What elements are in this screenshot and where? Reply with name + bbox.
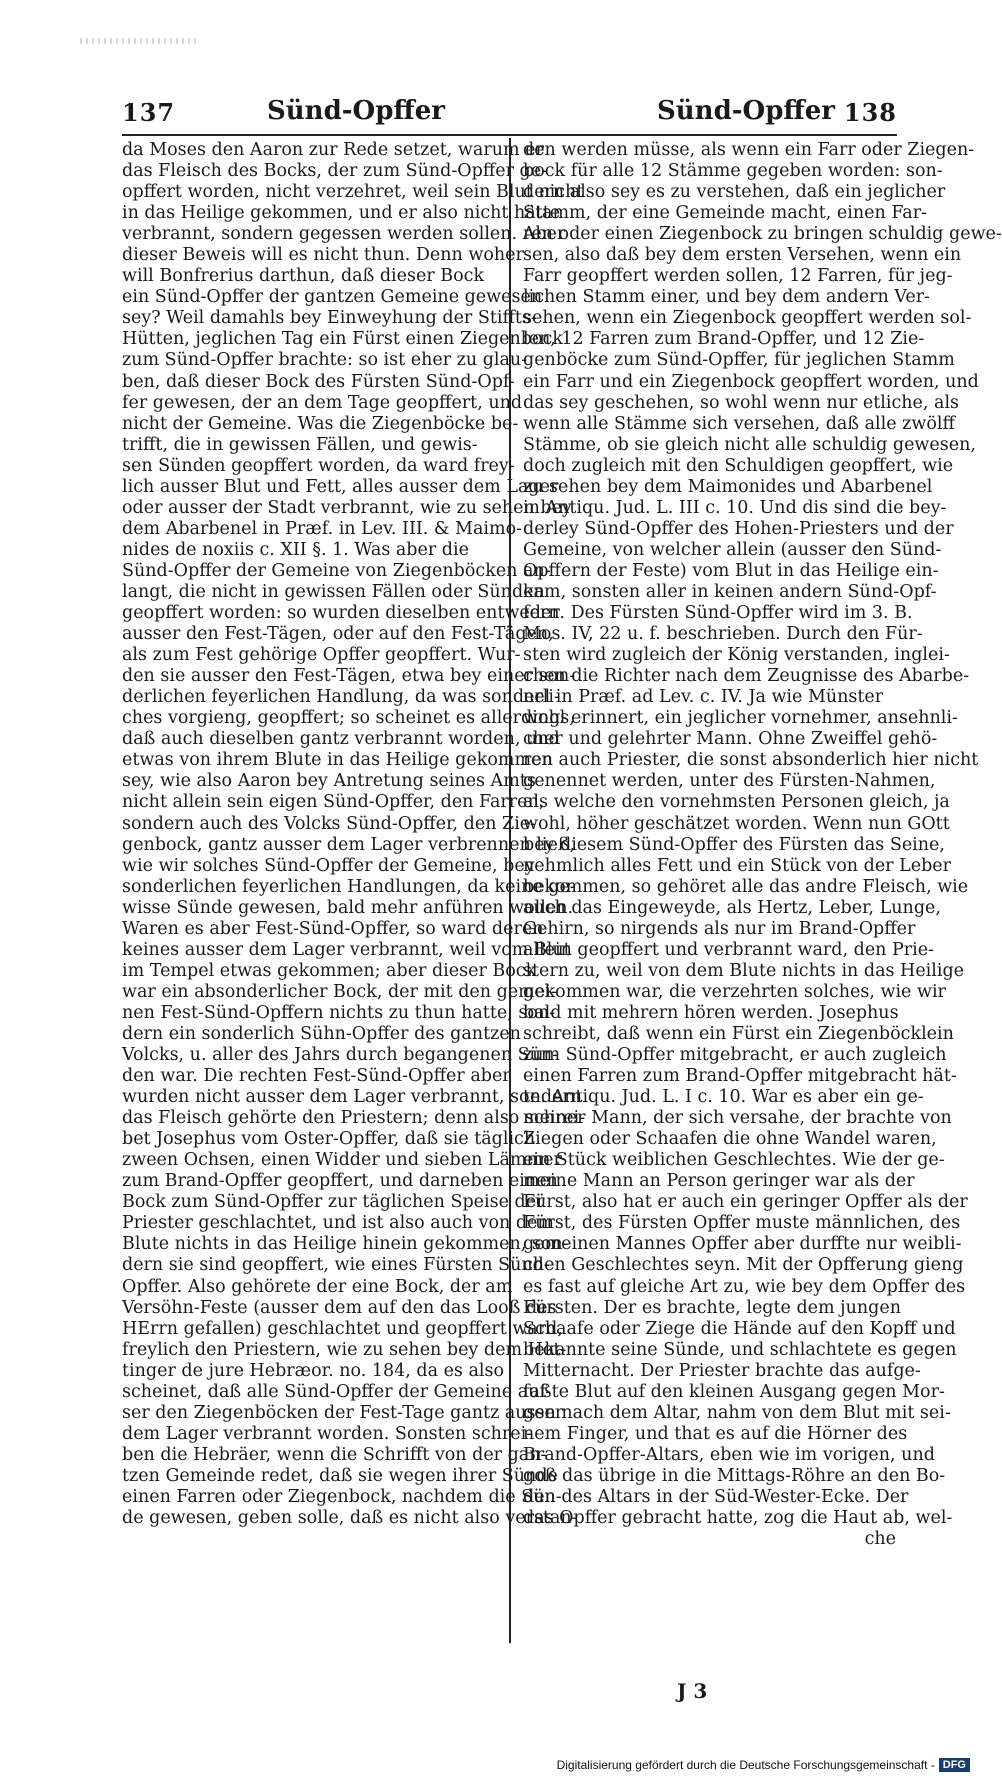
text-line: den sie ausser den Fest-Tägen, etwa bey einer son- — [122, 666, 576, 687]
text-line: zum Brand-Opffer geopffert, und darneben einen — [122, 1171, 558, 1192]
text-line: Opffern der Feste) vom Blut in das Heilige ein- — [523, 560, 939, 581]
text-line: wohl erinnert, ein jeglicher vornehmer, ansehnli- — [523, 708, 958, 729]
text-line: zween Ochsen, einen Widder und sieben Lämmer — [122, 1150, 562, 1171]
text-line: einen Farren oder Ziegenbock, nachdem die Sün- — [122, 1487, 562, 1507]
text-line: gekommen war, die verzehrten solches, wie wir — [523, 981, 946, 1002]
text-line: Schaafe oder Ziege die Hände auf den Kopff und — [523, 1318, 956, 1339]
column-divider — [509, 138, 511, 1643]
text-line: Mos. IV, 22 u. f. beschrieben. Durch den Für- — [523, 624, 923, 645]
text-line: in Antiqu. Jud. L. III c. 10. Und dis sind die bey- — [523, 497, 947, 518]
text-line: Sünd-Opffer der Gemeine von Ziegenböcken an- — [122, 560, 551, 581]
text-line: bald mit mehrern hören werden. Josephus — [523, 1002, 899, 1023]
text-line: nides de noxiis c. XII §. 1. Was aber die — [122, 539, 469, 560]
text-line: kam, sonsten aller in keinen andern Sünd-Opf- — [523, 581, 937, 602]
text-line: das sey geschehen, so wohl wenn nur etliche, als — [523, 392, 960, 413]
dfg-logo: DFG — [939, 1758, 970, 1772]
text-line: geopffert worden: so wurden dieselben entweder — [122, 603, 560, 624]
left-page-number: 137 — [122, 98, 176, 127]
text-line: Waren es aber Fest-Sünd-Opffer, so ward deren — [122, 918, 544, 939]
text-line: auch das Eingeweyde, als Hertz, Leber, Lunge, — [523, 897, 941, 918]
text-line: als zum Fest gehörige Opffer geopffert. Wur- — [122, 645, 521, 666]
text-line: genbock, gantz ausser dem Lager verbrennen ließ, — [122, 834, 576, 855]
text-line: im Tempel etwas gekommen; aber dieser Bock — [122, 960, 537, 981]
text-line: ein Stück weiblichen Geschlechtes. Wie der ge- — [523, 1150, 945, 1171]
text-line: Blute nichts in das Heilige hinein gekommen, son- — [122, 1234, 569, 1255]
text-line: Stämme, ob sie gleich nicht alle schuldig gewesen, — [523, 434, 976, 455]
text-line: Gemeine, von welcher allein (ausser den Sünd- — [523, 539, 942, 560]
text-line: Fürst, des Fürsten Opffer muste männlichen, des — [523, 1213, 961, 1234]
text-line: cher und gelehrter Mann. Ohne Zweiffel gehö- — [523, 729, 938, 750]
text-line: opffert worden, nicht verzehret, weil sein Blut nicht — [122, 182, 584, 203]
text-line: nicht allein sein eigen Sünd-Opffer, den Farren, — [122, 792, 545, 813]
text-line: tinger de jure Hebræor. no. 184, da es also — [122, 1360, 505, 1381]
text-line: len, 12 Farren zum Brand-Opffer, und 12 Zie- — [523, 329, 925, 350]
text-line: sey? Weil damahls bey Einweyhung der Stiffts- — [122, 308, 537, 329]
text-line: sen, also daß bey dem ersten Versehen, wenn ein — [523, 245, 962, 266]
text-line: keines ausser dem Lager verbrannt, weil vom Blut — [122, 939, 571, 960]
text-line: den werden müsse, als wenn ein Farr oder Ziegen- — [523, 140, 975, 160]
text-line: dem Lager verbrannt worden. Sonsten schrei- — [122, 1423, 533, 1444]
text-line: wenn alle Stämme sich versehen, daß alle zwölff — [523, 413, 955, 434]
text-line: es fast auf gleiche Art zu, wie bey dem Opffer des — [523, 1276, 966, 1297]
text-line: gen nach dem Altar, nahm von dem Blut mit sei- — [523, 1402, 951, 1423]
text-line: Fürst, also hat er auch ein geringer Opffer als der — [523, 1192, 968, 1213]
text-line: den des Altars in der Süd-Wester-Ecke. Der — [523, 1487, 909, 1507]
text-line: etwas von ihrem Blute in das Heilige gekommen — [122, 750, 553, 771]
header-rule — [122, 134, 897, 136]
text-line: sondern auch des Volcks Sünd-Opffer, den Zie- — [122, 813, 537, 834]
right-running-title: Sünd-Opffer — [657, 96, 835, 126]
running-header — [122, 84, 897, 134]
text-line: wurden nicht ausser dem Lager verbrannt, sondern — [122, 1087, 583, 1108]
text-line: Volcks, u. aller des Jahrs durch begangenen Sün- — [122, 1045, 559, 1066]
text-line: bekommen, so gehöret alle das andre Fleisch, wie — [523, 876, 969, 897]
text-line: stern zu, weil von dem Blute nichts in das Heilige — [523, 960, 965, 981]
text-line: sonderlichen feyerlichen Handlungen, da keine ge- — [122, 876, 576, 897]
text-line: nen Fest-Sünd-Opffern nichts zu thun hatte, son- — [122, 1002, 556, 1023]
text-line: nehmlich alles Fett und ein Stück von der Leber — [523, 855, 952, 876]
text-line: ches vorgieng, geopffert; so scheinet es allerdings, — [122, 708, 575, 729]
text-line: das Fleisch des Bocks, der zum Sünd-Opffer ge- — [122, 161, 548, 182]
text-line: HErrn gefallen) geschlachtet und geopffert ward, — [122, 1318, 563, 1339]
text-line: ben, daß dieser Bock des Fürsten Sünd-Opf- — [122, 371, 515, 392]
text-line: ausser den Fest-Tägen, oder auf den Fest-Tägen, — [122, 624, 554, 645]
text-line: ser den Ziegenböcken der Fest-Tage gantz ausser — [122, 1402, 564, 1423]
text-line: te. Antiqu. Jud. L. I c. 10. War es aber ein ge- — [523, 1087, 924, 1108]
text-line: daß auch dieselben gantz verbrannt worden, und — [122, 729, 560, 750]
right-page-number: 138 — [843, 98, 897, 127]
text-line: Brand-Opffer-Altars, eben wie im vorigen, und — [523, 1444, 935, 1465]
text-line: ben die Hebräer, wenn die Schrifft von der gan- — [122, 1444, 547, 1465]
text-line: ein Sünd-Opffer der gantzen Gemeine gewesen — [122, 287, 543, 308]
text-line: sey, wie also Aaron bey Antretung seines Amts — [122, 771, 536, 792]
text-line: meiner Mann, der sich versahe, der brachte von — [523, 1108, 952, 1129]
text-line: war ein absonderlicher Bock, der mit den gemei- — [122, 981, 557, 1002]
text-line: Opffer. Also gehörete der eine Bock, der am — [122, 1276, 513, 1297]
text-line: gemeinen Mannes Opffer aber durffte nur weibli- — [523, 1234, 962, 1255]
right-text-column — [523, 140, 1002, 1645]
text-line: Ziegen oder Schaafen die ohne Wandel waren, — [523, 1129, 937, 1150]
text-line: dem Abarbenel in Præf. in Lev. III. & Maimo- — [122, 518, 523, 539]
text-line: sehen, wenn ein Ziegenbock geopffert werden sol- — [523, 308, 972, 329]
text-line: Mitternacht. Der Priester brachte das aufge- — [523, 1360, 921, 1381]
text-line: Fürsten. Der es brachte, legte dem jungen — [523, 1297, 901, 1318]
text-line: Bock zum Sünd-Opffer zur täglichen Speise der — [122, 1192, 545, 1213]
text-line: Priester geschlachtet, und ist also auch von dem — [122, 1213, 554, 1234]
text-line: ein Farr und ein Ziegenbock geopffert worden, und — [523, 371, 979, 392]
text-line: dern sie sind geopffert, wie eines Fürsten Sünd- — [122, 1255, 550, 1276]
text-line: allein geopffert und verbrannt ward, den Prie- — [523, 939, 935, 960]
text-line: nel in Præf. ad Lev. c. IV. Ja wie Münster — [523, 687, 884, 708]
text-line: bey diesem Sünd-Opffer des Fürsten das Seine, — [523, 834, 945, 855]
text-line: verbrannt, sondern gegessen werden sollen. Aber — [122, 224, 566, 245]
text-line: nem Finger, und that es auf die Hörner des — [523, 1423, 908, 1444]
text-line: ren auch Priester, die sonst absonderlich hier nicht — [523, 750, 979, 771]
left-text-column — [122, 140, 586, 1645]
text-line: bock für alle 12 Stämme gegeben worden: son- — [523, 161, 943, 182]
text-line: genböcke zum Sünd-Opffer, für jeglichen Stamm — [523, 350, 955, 371]
signature-mark: J 3 — [677, 1679, 708, 1703]
scan-speckle — [80, 38, 200, 44]
text-line: dieser Beweis will es nicht thun. Denn woher — [122, 245, 524, 266]
digitization-footer — [557, 1755, 970, 1775]
text-line: derlichen feyerlichen Handlung, da was sonderli- — [122, 687, 560, 708]
text-line: schreibt, daß wenn ein Fürst ein Ziegenböcklein — [523, 1023, 954, 1044]
text-line: freylich den Priestern, wie zu sehen bey dem Hot- — [122, 1339, 567, 1360]
text-line: ren oder einen Ziegenbock zu bringen schuldig gewe- — [523, 224, 1002, 245]
text-line: wisse Sünde gewesen, bald mehr anführen wollen. — [122, 897, 574, 918]
text-line: lich ausser Blut und Fett, alles ausser dem Lager — [122, 476, 559, 497]
text-line: will Bonfrerius darthun, daß dieser Bock — [122, 266, 485, 287]
text-line: oder ausser der Stadt verbrannt, wie zu sehen bey — [122, 497, 572, 518]
left-running-title: Sünd-Opffer — [267, 96, 445, 126]
text-line: trifft, die in gewissen Fällen, und gewis- — [122, 434, 478, 455]
text-line: sten wird zugleich der König verstanden, inglei- — [523, 645, 950, 666]
text-line: das Fleisch gehörte den Priestern; denn also schrei- — [122, 1108, 586, 1129]
text-line: das Opffer gebracht hatte, zog die Haut ab, wel- — [523, 1508, 953, 1529]
text-line: da Moses den Aaron zur Rede setzet, warum er — [122, 140, 544, 160]
text-line: tzen Gemeinde redet, daß sie wegen ihrer Sünde — [122, 1465, 558, 1486]
text-line: Hütten, jeglichen Tag ein Fürst einen Ziegenbock — [122, 329, 563, 350]
text-line: dern also sey es zu verstehen, daß ein jeglicher — [523, 182, 946, 203]
footer-text: Digitalisierung gefördert durch die Deutsche Forschungsgemeinschaft - — [556, 1758, 935, 1772]
text-line: genennet werden, unter des Fürsten-Nahmen, — [523, 771, 936, 792]
text-line: dern ein sonderlich Sühn-Opffer des gantzen — [122, 1023, 521, 1044]
text-line: lichen Stamm einer, und bey dem andern Ver- — [523, 287, 930, 308]
text-line: den war. Die rechten Fest-Sünd-Opffer aber — [122, 1066, 511, 1087]
text-line: zum Sünd-Opffer mitgebracht, er auch zugleich — [523, 1045, 947, 1066]
text-line: scheinet, daß alle Sünd-Opffer der Gemeine auf- — [122, 1381, 552, 1402]
text-line: in das Heilige gekommen, und er also nicht hätte — [122, 203, 561, 224]
book-page-spread — [122, 84, 1002, 1703]
text-line: einen Farren zum Brand-Opffer mitgebracht hät- — [523, 1066, 957, 1087]
text-line: doch zugleich mit den Schuldigen geopffert, wie — [523, 455, 954, 476]
text-line: Gehirn, so nirgends als nur im Brand-Opffer — [523, 918, 916, 939]
text-line: nicht der Gemeine. Was die Ziegenböcke be- — [122, 413, 519, 434]
text-line: de gewesen, geben solle, daß es nicht also verstan- — [122, 1508, 578, 1529]
text-line: als welche den vornehmsten Personen gleich, ja — [523, 792, 950, 813]
text-line: bekannte seine Sünde, und schlachtete es gegen — [523, 1339, 957, 1360]
text-line: meine Mann an Person geringer war als der — [523, 1171, 915, 1192]
text-line: zu sehen bey dem Maimonides und Abarbenel — [523, 476, 933, 497]
text-line: goß das übrige in die Mittags-Röhre an den Bo- — [523, 1465, 946, 1486]
text-line: fer gewesen, der an dem Tage geopffert, und — [122, 392, 523, 413]
text-line: chen die Richter nach dem Zeugnisse des Abarbe- — [523, 666, 970, 687]
text-line: Stamm, der eine Gemeinde macht, einen Far- — [523, 203, 928, 224]
text-line: Farr geopffert werden sollen, 12 Farren, für jeg- — [523, 266, 953, 287]
text-line: derley Sünd-Opffer des Hohen-Priesters und der — [523, 518, 954, 539]
text-line: chen Geschlechtes seyn. Mit der Opfferung gieng — [523, 1255, 964, 1276]
text-line: bet Josephus vom Oster-Opffer, daß sie täglich — [122, 1129, 536, 1150]
text-line: Versöhn-Feste (ausser dem auf den das Looß des — [122, 1297, 557, 1318]
text-line: sen Sünden geopffert worden, da ward frey- — [122, 455, 515, 476]
text-line: faßte Blut auf den kleinen Ausgang gegen Mor- — [523, 1381, 945, 1402]
text-line: wie wir solches Sünd-Opffer der Gemeine, bey — [122, 855, 535, 876]
text-line: wohl, höher geschätzet worden. Wenn nun GOtt — [523, 813, 950, 834]
text-line: zum Sünd-Opffer brachte: so ist eher zu glau- — [122, 350, 528, 371]
catchword: che — [864, 1529, 896, 1550]
text-line: langt, die nicht in gewissen Fällen oder Sünden — [122, 581, 545, 602]
text-line: fern. Des Fürsten Sünd-Opffer wird im 3. B. — [523, 603, 913, 624]
